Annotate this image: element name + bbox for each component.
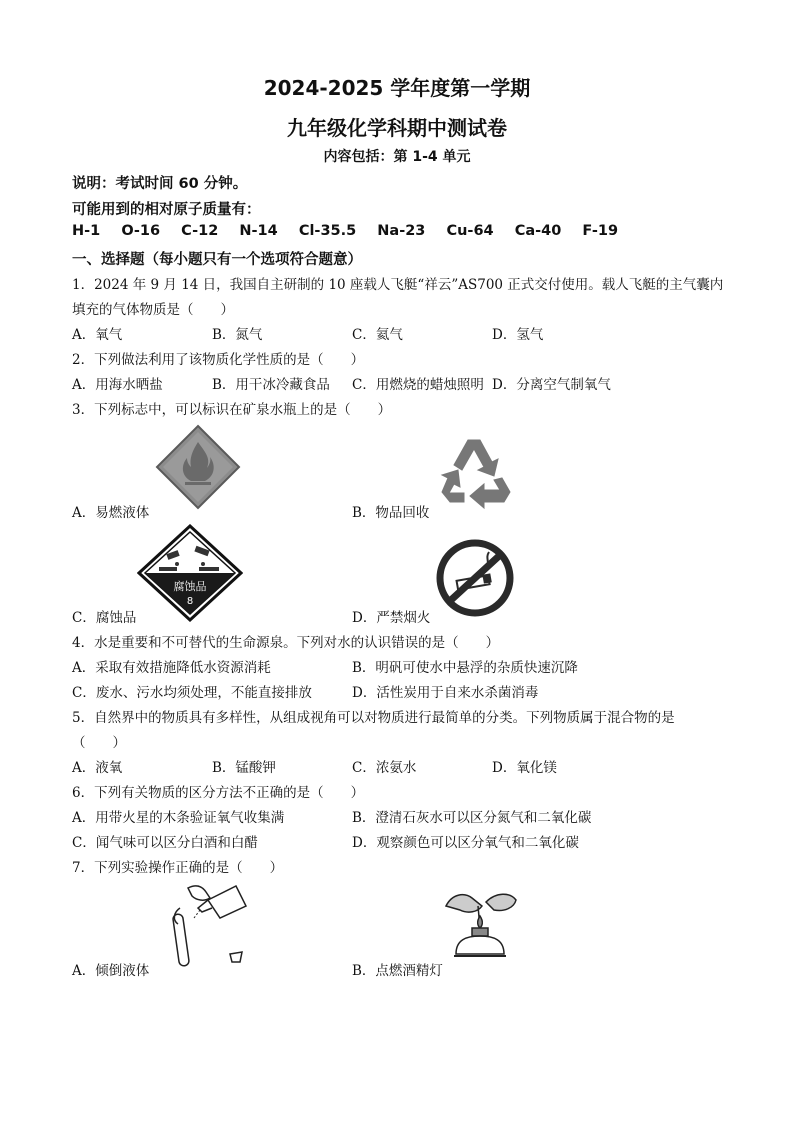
lighting-alcohol-lamp-icon — [438, 884, 524, 970]
question-2-option-c: C．用燃烧的蜡烛照明 — [352, 377, 484, 393]
question-4-option-d: D．活性炭用于自来水杀菌消毒 — [352, 685, 539, 701]
exam-title: 九年级化学科期中测试卷 — [287, 116, 507, 140]
corrosive-sign-label: 腐蚀品 — [173, 580, 207, 593]
exam-time-note: 说明：考试时间 60 分钟。 — [72, 176, 248, 192]
question-6-option-c: C．闻气味可以区分白酒和白醋 — [72, 835, 258, 851]
question-6-option-a: A．用带火星的木条验证氧气收集满 — [72, 810, 285, 826]
question-1-option-d: D．氢气 — [492, 327, 544, 343]
section-heading: 一、选择题（每小题只有一个选项符合题意） — [72, 252, 362, 268]
flammable-liquid-icon — [155, 424, 241, 510]
question-2-stem: 2．下列做法利用了该物质化学性质的是（ ） — [72, 352, 365, 368]
svg-text:8: 8 — [186, 596, 194, 607]
question-1-option-a: A．氧气 — [72, 327, 123, 343]
atomic-mass-ca: Ca-40 — [514, 223, 562, 239]
question-5-stem-cont: （ ） — [72, 735, 126, 751]
question-1-stem-cont: 填充的气体物质是（ ） — [72, 302, 234, 318]
exam-title-year: 2024-2025 学年度第一学期 — [263, 76, 531, 100]
atomic-mass-f: F-19 — [582, 223, 619, 239]
question-3-option-b: B．物品回收 — [352, 505, 430, 521]
exam-scope: 内容包括：第 1-4 单元 — [323, 149, 471, 165]
recycle-icon — [432, 432, 522, 512]
question-1-option-b: B．氮气 — [212, 327, 263, 343]
question-2-option-a: A．用海水晒盐 — [72, 377, 163, 393]
question-3-option-a: A．易燃液体 — [72, 505, 150, 521]
question-4-option-c: C．废水、污水均须处理，不能直接排放 — [72, 685, 312, 701]
question-1-stem: 1．2024 年 9 月 14 日，我国自主研制的 10 座载人飞艇“祥云”AS700 正式交付使用。载人飞艇的主气囊内 — [72, 277, 724, 293]
question-7-option-b: B．点燃酒精灯 — [352, 963, 443, 979]
question-2-option-d: D．分离空气制氧气 — [492, 377, 611, 393]
question-5-option-a: A．液氧 — [72, 760, 123, 776]
question-4-stem: 4．水是重要和不可替代的生命源泉。下列对水的认识错误的是（ ） — [72, 635, 500, 651]
question-4-option-b: B．明矾可使水中悬浮的杂质快速沉降 — [352, 660, 578, 676]
question-5-option-c: C．浓氨水 — [352, 760, 417, 776]
atomic-mass-h: H-1 — [72, 223, 101, 239]
question-4-option-a: A．采取有效措施降低水资源消耗 — [72, 660, 271, 676]
atomic-mass-c: C-12 — [181, 223, 219, 239]
no-smoking-icon — [435, 538, 515, 618]
atomic-mass-label: 可能用到的相对原子质量有： — [72, 202, 261, 218]
atomic-mass-na: Na-23 — [377, 223, 426, 239]
question-7-option-a: A．倾倒液体 — [72, 963, 150, 979]
question-2-option-b: B．用干冰冷藏食品 — [212, 377, 330, 393]
atomic-mass-o: O-16 — [121, 223, 161, 239]
question-5-option-b: B．锰酸钾 — [212, 760, 276, 776]
question-3-option-c: C．腐蚀品 — [72, 610, 137, 626]
question-7-stem: 7．下列实验操作正确的是（ ） — [72, 860, 284, 876]
question-6-stem: 6．下列有关物质的区分方法不正确的是（ ） — [72, 785, 365, 801]
question-5-stem: 5．自然界中的物质具有多样性，从组成视角可以对物质进行最简单的分类。下列物质属于混合物的是 — [72, 710, 675, 726]
atomic-mass-cu: Cu-64 — [446, 223, 494, 239]
corrosive-icon — [137, 524, 243, 622]
question-5-option-d: D．氧化镁 — [492, 760, 557, 776]
question-3-option-d: D．严禁烟火 — [352, 610, 431, 626]
pouring-liquid-icon — [150, 878, 260, 970]
atomic-mass-n: N-14 — [239, 223, 278, 239]
question-3-stem: 3．下列标志中，可以标识在矿泉水瓶上的是（ ） — [72, 402, 392, 418]
atomic-mass-list — [72, 223, 634, 239]
question-6-option-d: D．观察颜色可以区分氧气和二氧化碳 — [352, 835, 579, 851]
atomic-mass-cl: Cl-35.5 — [298, 223, 357, 239]
question-1-option-c: C．氦气 — [352, 327, 403, 343]
question-6-option-b: B．澄清石灰水可以区分氮气和二氧化碳 — [352, 810, 592, 826]
